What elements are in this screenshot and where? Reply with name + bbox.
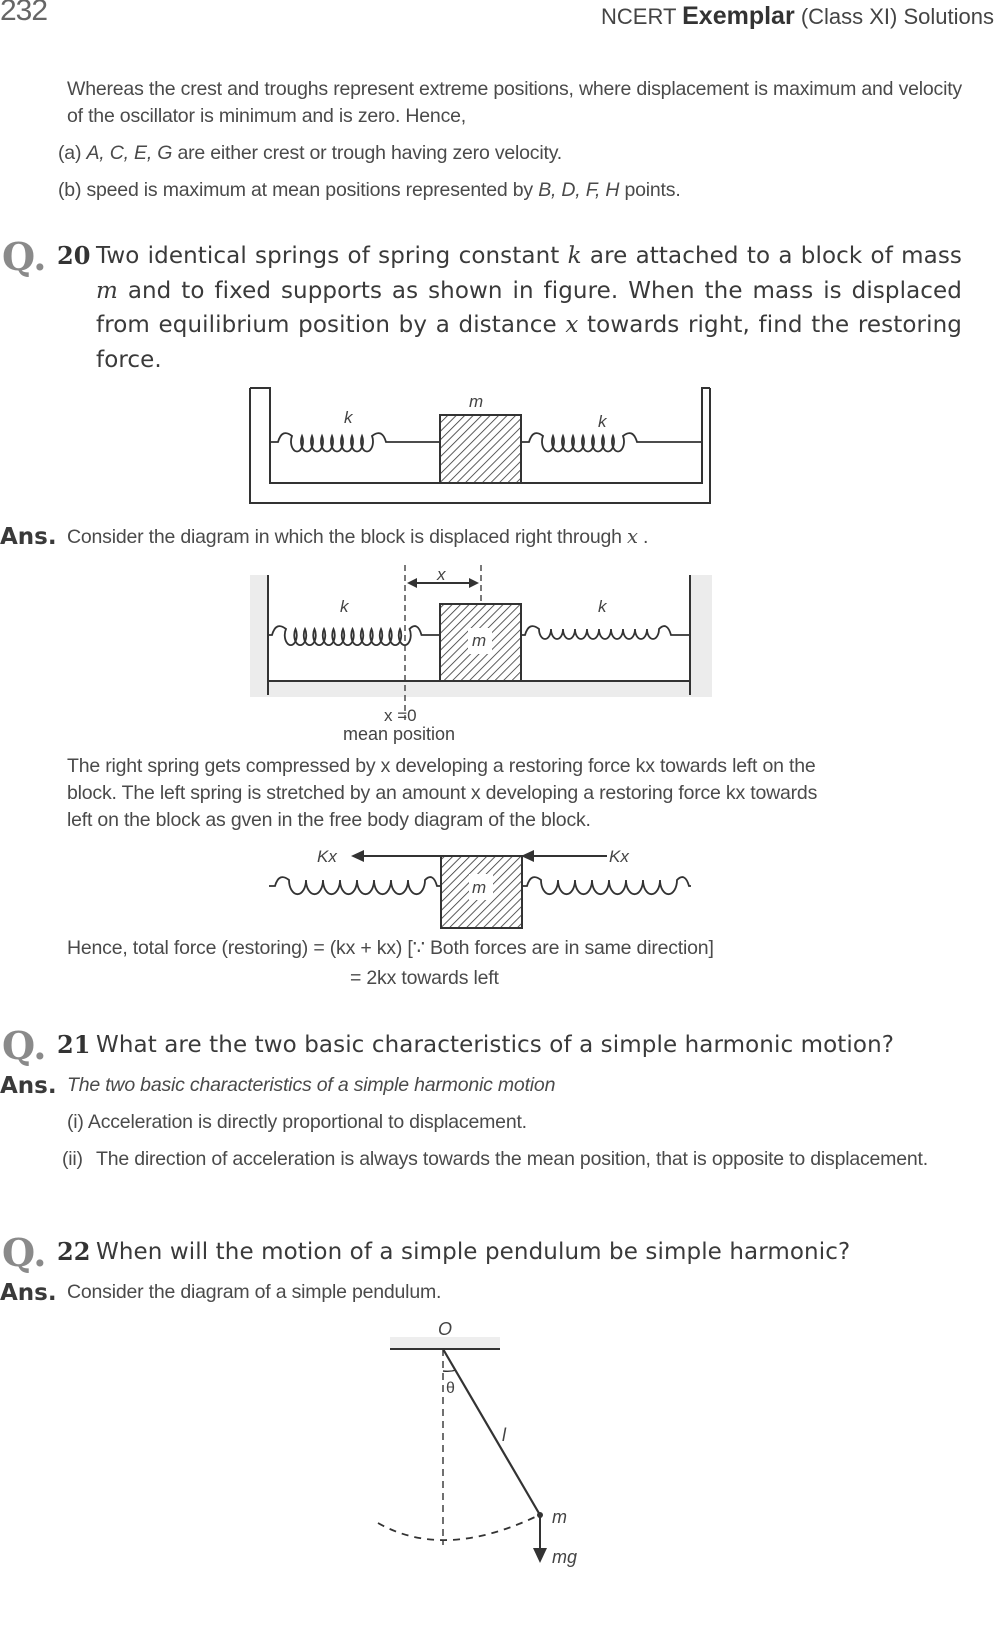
explanation-line-3: left on the block as gven in the free body diagram of the block. [67,809,591,831]
answer-21-item-ii [62,1146,962,1173]
book-title: Exemplar [682,2,795,30]
var-m: m [96,277,118,304]
item-label: (ii) [62,1148,83,1170]
q-text-part: and to fixed supports as shown in figure. When the mass is displaced from equilibrium position by a distance [96,277,962,338]
answer-label: Ans. [0,524,57,550]
series-name: NCERT [601,4,676,29]
label-x: x [437,565,446,584]
item-text: speed is maximum at mean positions represented by [86,179,533,201]
figure-spring-block-equilibrium [240,385,720,515]
label-k-left: k [340,597,349,616]
label-m: m [469,392,484,411]
ans-text-end: . [643,526,649,548]
result-line-1: Hence, total force (restoring) = (kx + kx) [∵ Both forces are in same direction] [67,937,714,959]
question-20-text [96,239,962,377]
item-text: are either crest or trough having zero velocity. [177,142,563,164]
figure-spring-block-displaced [250,560,720,750]
q-text-part: towards right, find the restoring force. [96,312,962,373]
label-length-l: l [502,1425,506,1445]
label-mean-position: mean position [343,724,456,744]
label-mass-m: m [552,1507,567,1527]
item-vars: B, D, F, H [538,179,620,201]
question-number: 22 [57,1237,91,1266]
label-pivot-O: O [438,1319,453,1339]
answer-label: Ans. [0,1073,57,1099]
label-force-right: Kx [609,847,629,866]
label-x-zero: x =0 [384,706,417,725]
answer-21-intro: The two basic characteristics of a simple harmonic motion [67,1074,556,1096]
item-text: Acceleration is directly proportional to displacement. [87,1111,527,1133]
label-weight-mg: mg [552,1547,578,1567]
item-text: The direction of acceleration is always towards the mean position, that is opposite to displacement. [96,1148,928,1170]
label-k-right: k [598,597,607,616]
q-text-part: are attached to a block of mass [589,243,962,269]
question-number: 21 [57,1030,91,1059]
answer-21-item-i [67,1109,527,1136]
figure-simple-pendulum [370,1315,630,1629]
item-label: (a) [58,142,82,164]
item-label: (b) [58,179,82,201]
question-marker: Q. [2,1023,47,1068]
var-x: x [565,312,579,338]
explanation-line-2: block. The left spring is stretched by an amount x developing a restoring force kx towards [67,782,818,804]
label-m: m [472,878,487,897]
intro-item-b [58,177,958,204]
page-number: 232 [0,0,48,27]
label-k-right: k [598,412,607,431]
var-x: x [627,525,638,548]
figure-free-body-diagram [265,840,705,935]
question-marker: Q. [2,234,47,279]
ans-text: Consider the diagram in which the block is displaced right through [67,526,622,548]
book-subtitle: (Class XI) Solutions [800,4,994,29]
label-force-left: Kx [317,847,337,866]
question-22-text: When will the motion of a simple pendulum be simple harmonic? [96,1239,851,1265]
item-label: (i) [67,1111,84,1133]
label-m: m [472,631,487,650]
question-marker: Q. [2,1230,47,1275]
explanation-line-1: The right spring gets compressed by x developing a restoring force kx towards left on the [67,755,816,777]
item-tail: points. [624,179,681,201]
result-line-2: = 2kx towards left [350,967,499,989]
label-k-left: k [344,408,353,427]
question-number: 20 [57,241,91,270]
intro-item-a [58,140,958,167]
answer-22-intro: Consider the diagram of a simple pendulum. [67,1281,442,1303]
label-theta: θ [446,1380,455,1397]
question-21-text: What are the two basic characteristics of a simple harmonic motion? [96,1032,895,1058]
item-vars: A, C, E, G [86,142,173,164]
answer-label: Ans. [0,1280,57,1306]
running-header [601,2,994,31]
q-text-part: Two identical springs of spring constant [96,243,560,269]
var-k: k [567,243,582,269]
intro-paragraph: Whereas the crest and troughs represent extreme positions, where displacement is maximum and velocity of the oscillator is minimum and is zero. Hence, [67,78,962,127]
answer-20-intro [67,523,947,551]
